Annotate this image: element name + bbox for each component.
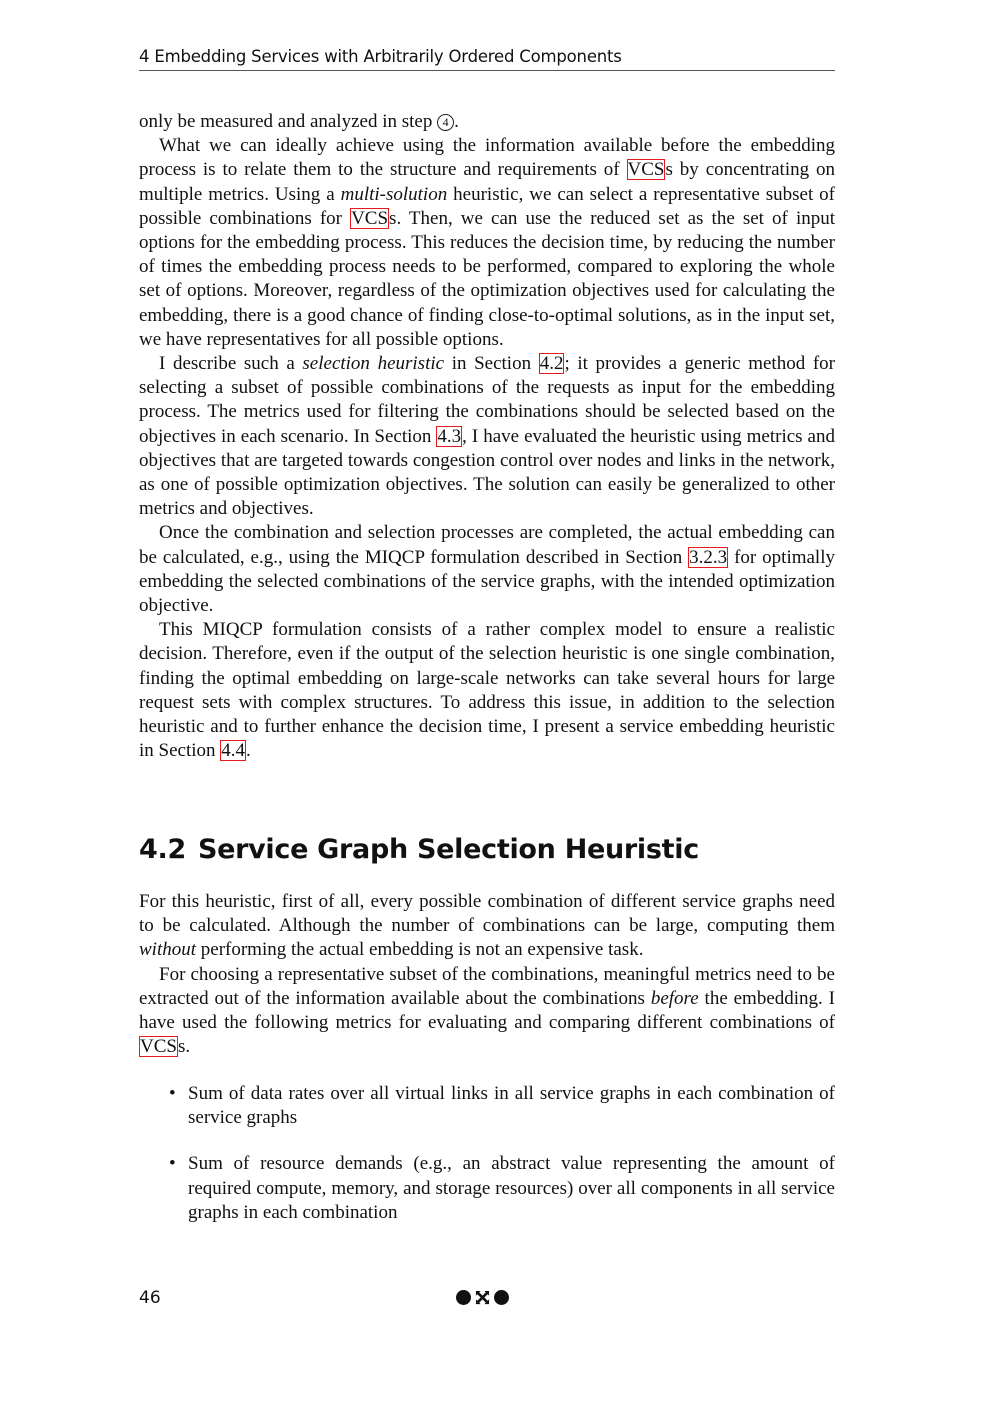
list-item: • Sum of data rates over all virtual links in all service graphs in each combination of service graphs [169, 1083, 835, 1129]
cross-arrows-icon [475, 1290, 490, 1305]
section-link-4-2[interactable]: 4.2 [539, 353, 564, 375]
section-heading: 4.2 Service Graph Selection Heuristic [139, 834, 699, 865]
acronym-link-vcs[interactable]: VCS [140, 1036, 177, 1058]
metrics-list [139, 1082, 835, 1247]
list-item: • Sum of resource demands (e.g., an abstract value representing the amount of required compute, memory, and storage resources) over all components in all service graphs in each combination [169, 1153, 835, 1223]
section-text [139, 890, 835, 1059]
paragraph-miqcp-embedding: Once the combination and selection processes are completed, the actual embedding can be calculated, e.g., using the MIQCP formulation described in Section 3.2.3 for optimally embedding the selected combinations of the service graphs, with the intended optimization objective. [139, 522, 835, 617]
bullet-icon: • [169, 1083, 176, 1104]
dot-icon [494, 1290, 509, 1305]
paragraph-combinations: For this heuristic, first of all, every possible combination of different service graphs need to be calculated. Although the number of combinations can be large, computing them without performing the actual embedding is not an expensive task. [139, 891, 835, 961]
paragraph-multi-solution: What we can ideally achieve using the information available before the embedding process is to relate them to the structure and requirements of VCSs by concentrating on multiple metrics. Using a multi-solution heuristic, we can select a representative subset of possible combinations for VCSs. Then, we can use the reduced set as the set of input options for the embedding process. This reduces the decision time, by reducing the number of times the embedding process needs to be performed, compared to exploring the whole set of options. Moreover, regardless of the optimization objectives used for calculating the embedding, there is a good chance of finding close-to-optimal solutions, as in the input set, we have representatives for all possible options. [139, 135, 835, 350]
publisher-logo [456, 1290, 509, 1305]
page-number: 46 [139, 1288, 161, 1308]
bullet-icon: • [169, 1153, 176, 1175]
step-marker: 4 [437, 114, 454, 131]
section-link-4-3[interactable]: 4.3 [437, 425, 462, 447]
intro-text [139, 110, 835, 763]
paragraph-selection-heuristic: I describe such a selection heuristic in Section 4.2; it provides a generic method for selecting a subset of possible combinations of the requests as input for the embedding process. The metrics used for filtering the combinations should be selected based on the objectives in each scenario. In Section 4.3, I have evaluated the heuristic using metrics and objectives that are targeted towards congestion control over nodes and links in the network, as one of possible optimization objectives. The solution can easily be generalized to other metrics and objectives. [139, 353, 835, 520]
section-link-4-4[interactable]: 4.4 [221, 740, 246, 762]
dot-icon [456, 1290, 471, 1305]
section-link-3-2-3[interactable]: 3.2.3 [689, 546, 728, 568]
acronym-link-vcs[interactable]: VCS [627, 159, 665, 181]
paragraph-metrics: For choosing a representative subset of the combinations, meaningful metrics need to be extracted out of the information available about the combinations before the embedding. I have used the following metrics for evaluating and comparing different combinations of VCSs. [139, 963, 835, 1058]
running-header: 4 Embedding Services with Arbitrarily Ordered Components [139, 47, 835, 71]
paragraph-miqcp-complexity: This MIQCP formulation consists of a rather complex model to ensure a realistic decision. Therefore, even if the output of the selection heuristic is one single combination, finding the optimal embedding on large-scale networks can take several hours for large request sets with complex structures. To address this issue, in addition to the selection heuristic and to further enhance the decision time, I present a service embedding heuristic in Section 4.4. [139, 619, 835, 762]
acronym-link-vcs[interactable]: VCS [351, 207, 389, 229]
paragraph-continuation: only be measured and analyzed in step 4 . [139, 111, 459, 132]
